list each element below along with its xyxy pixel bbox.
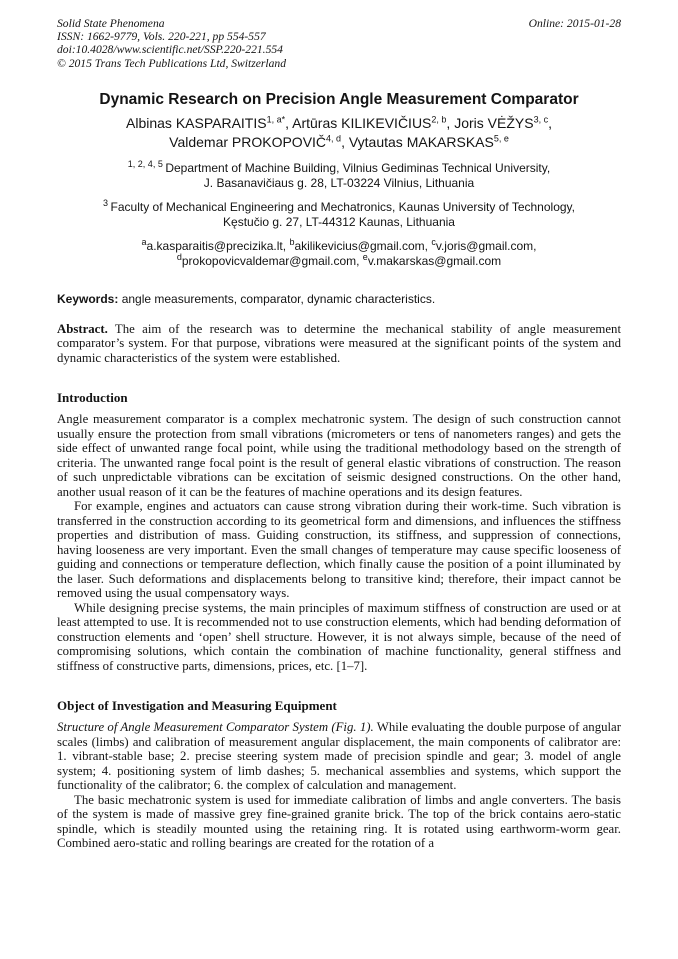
introduction-paragraph-3: While designing precise systems, the main principles of maximum stiffness of construction are used or at least attempted to use. It is recommended not to use construction elements, which had bending deformation of construction elements and ‘open’ shell structure. However, it is not always simple, because of the need of compromising solutions, which contain the combination of machine functionality, general stiffness and stiffness of constructive parts, dimensions, prices, etc. [1–7]. — [57, 600, 621, 673]
online-date: Online: 2015-01-28 — [528, 17, 621, 30]
publication-info — [57, 17, 286, 70]
publication-header — [57, 17, 621, 70]
affiliation-superscript: 1, 2, 4, 5 — [127, 158, 166, 169]
keywords-line — [57, 292, 621, 307]
affiliation-line — [57, 158, 621, 176]
email-address: prokopovicvaldemar@gmail.com, — [181, 253, 363, 268]
affiliation-superscript: 3 — [103, 197, 111, 208]
author-separator: , — [285, 114, 293, 131]
object-paragraph-2: The basic mechatronic system is used for immediate calibration of limbs and angle converters. The basis of the system is made of massive grey fine-grained granite brick. The top of the brick contains aero-static spindle, which is steadily mounted using the retaining ring. It is rotated using earthworm-worm gear. Combined aero-static and rolling bearings are created for the rotation of a — [57, 792, 621, 851]
email-superscript: d — [176, 251, 182, 262]
email-superscript: a — [141, 236, 147, 247]
author-superscript: 4, d — [326, 133, 342, 144]
paper-title: Dynamic Research on Precision Angle Measurement Comparator — [99, 90, 579, 108]
email-line-1 — [57, 236, 621, 254]
author-separator: , — [341, 133, 349, 150]
email-address: v.joris@gmail.com, — [435, 238, 537, 253]
affiliation-2 — [57, 197, 621, 230]
object-paragraph-lead: Structure of Angle Measurement Comparator System (Fig. 1). — [57, 720, 374, 735]
author-name: Vytautas MAKARSKAS — [348, 133, 494, 150]
affiliation-line: Kęstučio g. 27, LT-44312 Kaunas, Lithuania — [223, 214, 455, 229]
abstract-text: The aim of the research was to determine the mechanical stability of angle measurement comparator’s system. For that purpose, vibrations were measured at the significant points of the system and dynamic characteristics of the system were established. — [57, 321, 621, 365]
introduction-paragraph-1: Angle measurement comparator is a complex mechatronic system. The design of such construction cannot usually ensure the protection from small vibrations (micrometers or tens of nanometers ranges) and gets the side effect of unwanted range focal point, while using the traditional methodology based on the strength of criteria. The unwanted range focal point is the result of general elastic vibrations of construction. The reason of such unpredictable vibrations can be excitation of seismic designed constructions. On the other hand, another usual reason of it can be the features of machine operations and its design features. — [57, 412, 621, 499]
author-name: Artūras KILIKEVIČIUS — [292, 114, 432, 131]
email-superscript: e — [362, 251, 368, 262]
introduction-paragraph-2: For example, engines and actuators can cause strong vibration during their work-time. Such vibration is transferred in the construction according to its geometrical form and dimensions, and influences the stiffness properties and distribution of mass. Guiding construction, its stiffness, and suppression of connections, having looseness are very important. Even the small changes of temperature may cause specific looseness of guiding and connections or temperature deflection, which finally cause the position of a point illuminated by the laser. Such deformations and displacements belong to transitive kind; therefore, their impact cannot be removed using the usual compensatory ways. — [57, 499, 621, 601]
author-name: Valdemar PROKOPOVIČ — [169, 133, 327, 150]
object-paragraph-text: While evaluating the double purpose of angular scales (limbs) and calibration of measurement angular displacement, the main components of calibrator are: 1. vibrant-stable base; 2. precise steering system made of precision spindle and gear; 3. model of angle system; 4. positioning system of limb dashes; 5. mechanical assemblies and systems, which support the functionality of the calibrator; 6. the complex of calculation and management. — [57, 720, 621, 793]
email-address: akilikevicius@gmail.com, — [294, 238, 432, 253]
author-line-1 — [57, 114, 621, 133]
affiliation-line: J. Basanavičiaus g. 28, LT-03224 Vilnius, Lithuania — [203, 175, 475, 190]
author-emails — [57, 236, 621, 269]
journal-name: Solid State Phenomena — [57, 17, 165, 30]
affiliation-line — [57, 197, 621, 215]
author-superscript: 3, c — [533, 114, 549, 125]
author-separator: , — [446, 114, 455, 131]
author-list — [57, 114, 621, 152]
affiliation-text: Department of Machine Building, Vilnius Gediminas Technical University, — [165, 160, 551, 175]
author-superscript: 1, a* — [266, 114, 286, 125]
email-superscript: c — [431, 236, 436, 247]
affiliation-text: Faculty of Mechanical Engineering and Mechatronics, Kaunas University of Technology, — [110, 199, 575, 214]
copyright-line: © 2015 Trans Tech Publications Ltd, Switzerland — [57, 56, 287, 70]
issn-line: ISSN: 1662-9779, Vols. 220-221, pp 554-557 — [57, 30, 266, 44]
author-superscript: 5, e — [493, 133, 509, 144]
section-heading-object: Object of Investigation and Measuring Equipment — [57, 698, 337, 714]
author-name: Albinas KASPARAITIS — [126, 114, 267, 131]
author-separator: , — [548, 114, 552, 131]
email-superscript: b — [289, 236, 295, 247]
email-address: a.kasparaitis@precizika.lt, — [146, 238, 290, 253]
author-superscript: 2, b — [431, 114, 447, 125]
abstract-label: Abstract. — [57, 321, 108, 336]
abstract-paragraph — [57, 322, 621, 366]
keywords-text: angle measurements, comparator, dynamic characteristics. — [118, 291, 436, 306]
author-name: Joris VĖŽYS — [454, 114, 534, 131]
author-line-2 — [57, 133, 621, 152]
object-paragraph-1 — [57, 720, 621, 793]
keywords-label: Keywords: — [57, 291, 119, 306]
email-address: v.makarskas@gmail.com — [367, 253, 502, 268]
section-heading-introduction: Introduction — [57, 390, 128, 406]
affiliation-1 — [57, 158, 621, 191]
doi-line: doi:10.4028/www.scientific.net/SSP.220-221.554 — [57, 43, 283, 57]
email-line-2 — [57, 251, 621, 269]
